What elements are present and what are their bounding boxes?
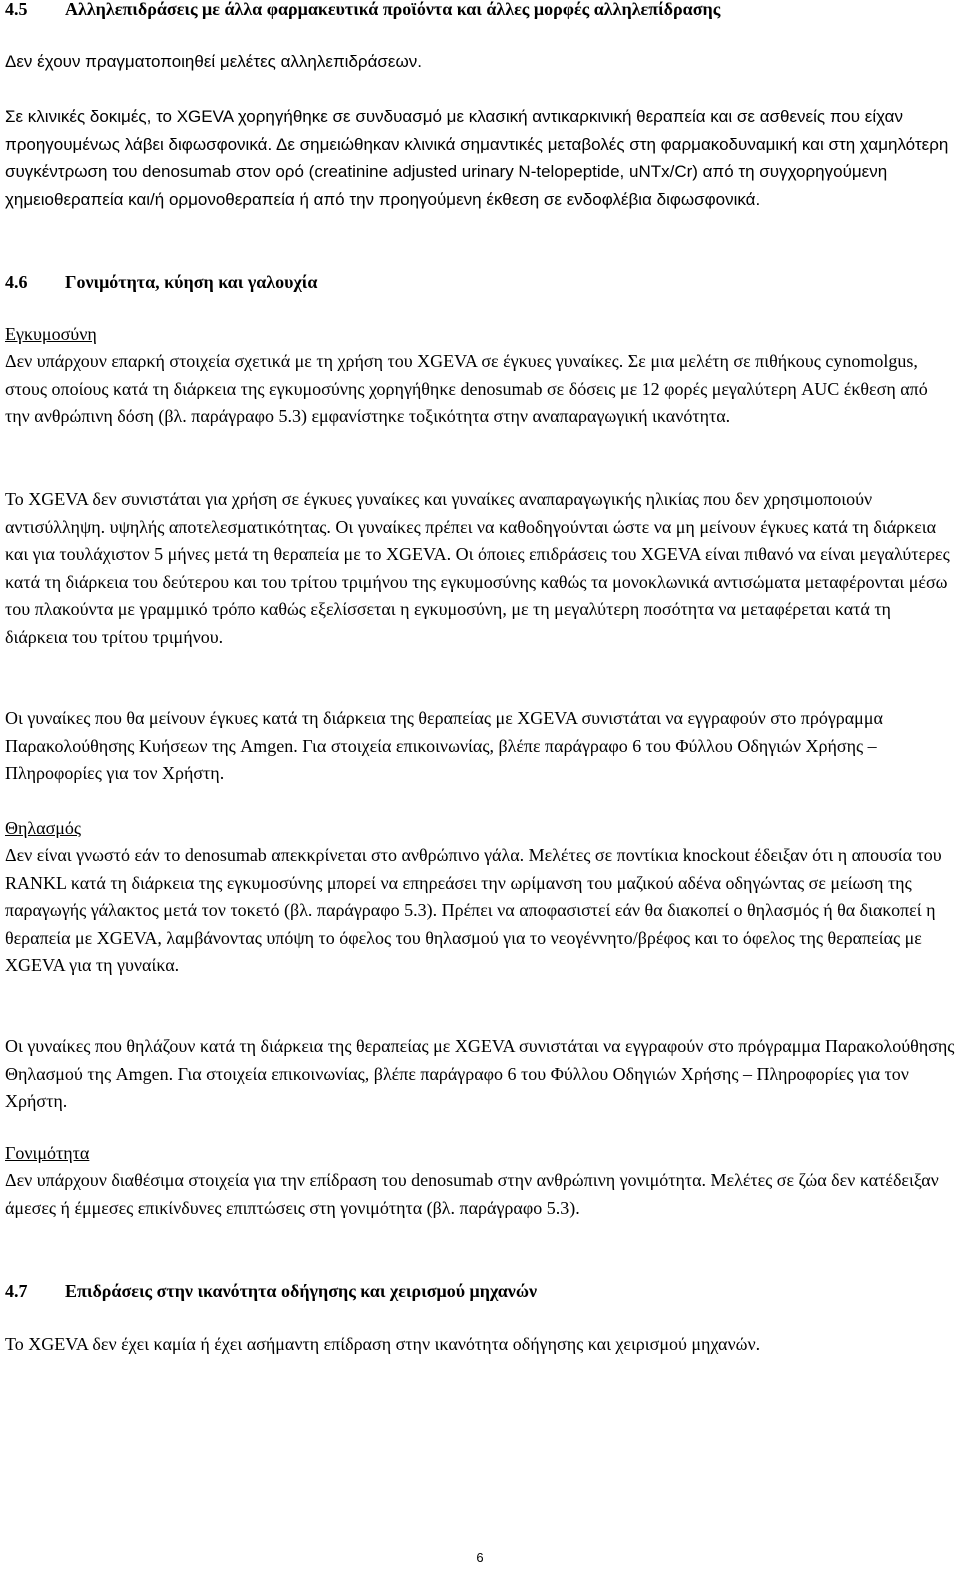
section-title: Αλληλεπιδράσεις με άλλα φαρμακευτικά προϊόντα και άλλες μορφές αλληλεπίδρασης	[65, 0, 721, 19]
section-title: Επιδράσεις στην ικανότητα οδήγησης και χειρισμού μηχανών	[65, 1281, 538, 1301]
section-heading-4-5	[5, 0, 955, 23]
section-number: 4.7	[5, 1281, 28, 1301]
paragraph-pregnancy-recommendation: Το XGEVA δεν συνιστάται για χρήση σε έγκυες γυναίκες και γυναίκες αναπαραγωγικής ηλικίας που δεν χρησιμοποιούν αντισύλληψη. υψηλής αποτελεσματικότητας. Οι γυναίκες πρέπει να καθοδηγούνται ώστε να μη μείνουν έγκυες κατά τη διάρκεια και για τουλάχιστον 5 μήνες μετά τη θεραπεία με το XGEVA. Οι όποιες επιδράσεις του XGEVA είναι πιθανό να είναι μεγαλύτερες κατά τη διάρκεια του δεύτερου και του τρίτου τριμήνου της εγκυμοσύνης καθώς τα μονοκλωνικά αντισώματα μεταφέρονται μέσω του πλακούντα με γραμμικό τρόπο καθώς εξελίσσεται η εγκυμοσύνη, με τη μεγαλύτερη ποσότητα να μεταφέρεται κατά τη διάρκεια του τρίτου τριμήνου.	[5, 489, 950, 647]
section-heading-4-7	[5, 1278, 955, 1305]
paragraph-driving: Το XGEVA δεν έχει καμία ή έχει ασήμαντη επίδραση στην ικανότητα οδήγησης και χειρισμού μηχανών.	[5, 1334, 761, 1354]
section-title: Γονιμότητα, κύηση και γαλουχία	[65, 272, 318, 292]
paragraph-no-interaction-studies: Δεν έχουν πραγματοποιηθεί μελέτες αλληλεπιδράσεων.	[5, 52, 422, 71]
paragraph-fertility: Δεν υπάρχουν διαθέσιμα στοιχεία για την επίδραση του denosumab στην ανθρώπινη γονιμότητα. Μελέτες σε ζώα δεν κατέδειξαν άμεσες ή έμμεσες επικίνδυνες επιπτώσεις στη γονιμότητα (βλ. παράγραφο 5.3).	[5, 1170, 939, 1218]
subheading-lactation: Θηλασμός	[5, 818, 82, 838]
paragraph-lactation: Δεν είναι γνωστό εάν το denosumab απεκκρίνεται στο ανθρώπινο γάλα. Μελέτες σε ποντίκια knockout έδειξαν ότι η απουσία του RANKL κατά τη διάρκεια της εγκυμοσύνης μπορεί να επηρεάσει την ωρίμανση του μαζικού αδένα οδηγώντας σε μείωση της παραγωγής γάλακτος μετά τον τοκετό (βλ. παράγραφο 5.3). Πρέπει να αποφασιστεί εάν θα διακοπεί ο θηλασμός ή θα διακοπεί η θεραπεία με XGEVA, λαμβάνοντας υπόψη το όφελος του θηλασμού για το νεογέννητο/βρέφος και το όφελος της θεραπείας με XGEVA για τη γυναίκα.	[5, 845, 942, 975]
paragraph-lactation-surveillance: Οι γυναίκες που θηλάζουν κατά τη διάρκεια της θεραπείας με XGEVA συνιστάται να εγγραφούν στο πρόγραμμα Παρακολούθησης Θηλασμού της Amgen. Για στοιχεία επικοινωνίας, βλέπε παράγραφο 6 του Φύλλου Οδηγιών Χρήσης – Πληροφορίες για τον Χρήστη.	[5, 1036, 955, 1111]
page-number: 6	[476, 1550, 484, 1565]
subheading-pregnancy: Εγκυμοσύνη	[5, 324, 97, 344]
section-number: 4.6	[5, 272, 28, 292]
section-number: 4.5	[5, 0, 28, 19]
subheading-fertility: Γονιμότητα	[5, 1143, 90, 1163]
paragraph-pregnancy-surveillance: Οι γυναίκες που θα μείνουν έγκυες κατά τη διάρκεια της θεραπείας με XGEVA συνιστάται να εγγραφούν στο πρόγραμμα Παρακολούθησης Κυήσεων της Amgen. Για στοιχεία επικοινωνίας, βλέπε παράγραφο 6 του Φύλλου Οδηγιών Χρήσης – Πληροφορίες για τον Χρήστη.	[5, 708, 883, 783]
paragraph-clinical-trials: Σε κλινικές δοκιμές, το XGEVA χορηγήθηκε σε συνδυασμό με κλασική αντικαρκινική θεραπεία και σε ασθενείς που είχαν προηγουμένως λάβει διφωσφονικά. Δε σημειώθηκαν κλινικά σημαντικές μεταβολές στη φαρμακοδυναμική και στη χαμηλότερη συγκέντρωση του denosumab στον ορό (creatinine adjusted urinary N-telopeptide, uNTx/Cr) από τη συγχορηγούμενη χημειοθεραπεία και/ή ορμονοθεραπεία ή από την προηγούμενη έκθεση σε ενδοφλέβια διφωσφονικά.	[5, 107, 949, 209]
paragraph-pregnancy-data: Δεν υπάρχουν επαρκή στοιχεία σχετικά με τη χρήση του XGEVA σε έγκυες γυναίκες. Σε μια μελέτη σε πιθήκους cynomolgus, στους οποίους κατά τη διάρκεια της εγκυμοσύνης χορηγήθηκε denosumab σε δόσεις με 12 φορές μεγαλύτερη AUC έκθεση από την ανθρώπινη δόση (βλ. παράγραφο 5.3) εμφανίστηκε τοξικότητα στην αναπαραγωγική ικανότητα.	[5, 351, 928, 426]
section-heading-4-6	[5, 269, 955, 296]
